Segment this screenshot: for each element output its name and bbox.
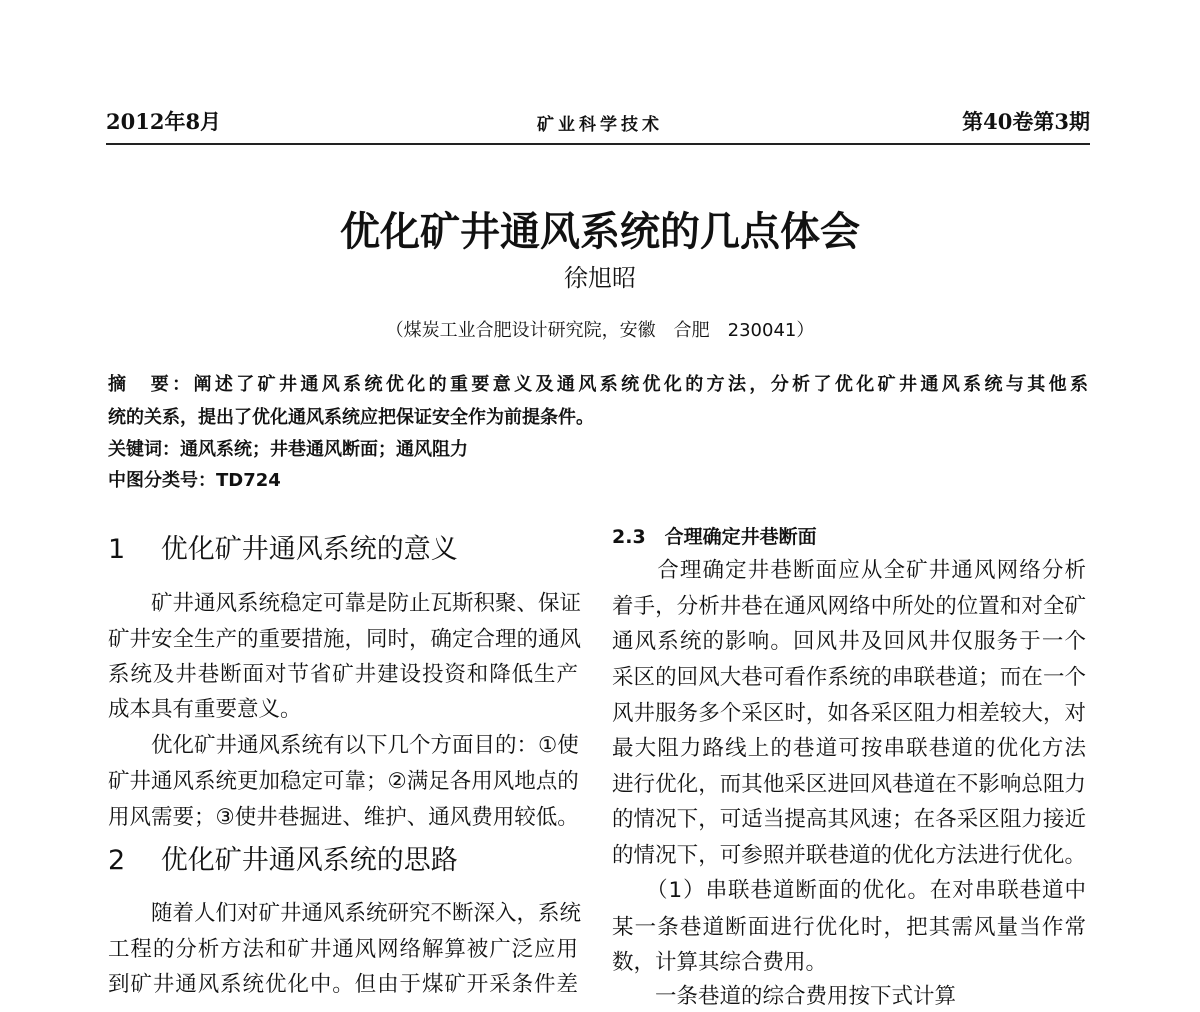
body-line: 着手，分析井巷在通风网络中所处的位置和对全矿 bbox=[612, 594, 1086, 619]
abstract-line-2: 统的关系，提出了优化通风系统应把保证安全作为前提条件。 bbox=[108, 407, 594, 428]
header-volume: 第40卷第3期 bbox=[962, 109, 1090, 134]
header-date: 2012年8月 bbox=[106, 109, 222, 134]
body-line: 优化矿井通风系统有以下几个方面目的：①使 bbox=[108, 733, 579, 758]
body-line: 数，计算其综合费用。 bbox=[612, 950, 828, 975]
body-line: 用风需要；③使井巷掘进、维护、通风费用较低。 bbox=[108, 805, 579, 830]
header-rule bbox=[106, 143, 1090, 145]
body-line: 进行优化，而其他采区进回风巷道在不影响总阻力 bbox=[612, 772, 1086, 797]
header-journal: 矿业科学技术 bbox=[537, 115, 663, 135]
body-line: 工程的分析方法和矿井通风网络解算被广泛应用 bbox=[108, 937, 578, 962]
body-line: 某一条巷道断面进行优化时，把其需风量当作常 bbox=[612, 915, 1086, 940]
keywords: 关键词：通风系统；井巷通风断面；通风阻力 bbox=[108, 439, 468, 460]
body-line: 到矿井通风系统优化中。但由于煤矿开采条件差 bbox=[108, 972, 578, 997]
classification: 中图分类号：TD724 bbox=[108, 470, 281, 491]
section-heading-2: 2 优化矿井通风系统的思路 bbox=[108, 845, 458, 876]
body-line: 的情况下，可参照并联巷道的优化方法进行优化。 bbox=[612, 843, 1086, 868]
body-line: 随着人们对矿井通风系统研究不断深入，系统 bbox=[108, 901, 582, 926]
author: 徐旭昭 bbox=[564, 264, 636, 292]
body-line: （1）串联巷道断面的优化。在对串联巷道中 bbox=[612, 878, 1086, 903]
body-line: 成本具有重要意义。 bbox=[108, 697, 302, 722]
body-line: 采区的回风大巷可看作系统的串联巷道；而在一个 bbox=[612, 665, 1086, 690]
body-line: 风井服务多个采区时，如各采区阻力相差较大，对 bbox=[612, 701, 1086, 726]
body-line: 通风系统的影响。回风井及回风井仅服务于一个 bbox=[612, 629, 1086, 654]
affiliation: （煤炭工业合肥设计研究院，安徽 合肥 230041） bbox=[385, 320, 815, 341]
subsection-heading-2-3: 2.3 合理确定井巷断面 bbox=[612, 526, 817, 548]
body-line: 一条巷道的综合费用按下式计算 bbox=[612, 984, 957, 1009]
paper-title: 优化矿井通风系统的几点体会 bbox=[340, 209, 860, 255]
body-line: 最大阻力路线上的巷道可按串联巷道的优化方法 bbox=[612, 736, 1086, 761]
section-heading-1: 1 优化矿井通风系统的意义 bbox=[108, 534, 458, 565]
body-line: 矿井通风系统稳定可靠是防止瓦斯积聚、保证 bbox=[108, 591, 582, 616]
abstract-line-1: 摘 要：阐述了矿井通风系统优化的重要意义及通风系统优化的方法，分析了优化矿井通风系统与其他系 bbox=[108, 374, 1088, 395]
body-line: 系统及井巷断面对节省矿井建设投资和降低生产 bbox=[108, 662, 578, 687]
abstract-label: 摘 要： bbox=[108, 374, 194, 395]
body-line: 的情况下，可适当提高其风速；在各采区阻力接近 bbox=[612, 807, 1086, 832]
body-line: 矿井安全生产的重要措施，同时，确定合理的通风 bbox=[108, 627, 582, 652]
body-line: 矿井通风系统更加稳定可靠；②满足各用风地点的 bbox=[108, 769, 579, 794]
body-line: 合理确定井巷断面应从全矿井通风网络分析 bbox=[612, 558, 1086, 583]
